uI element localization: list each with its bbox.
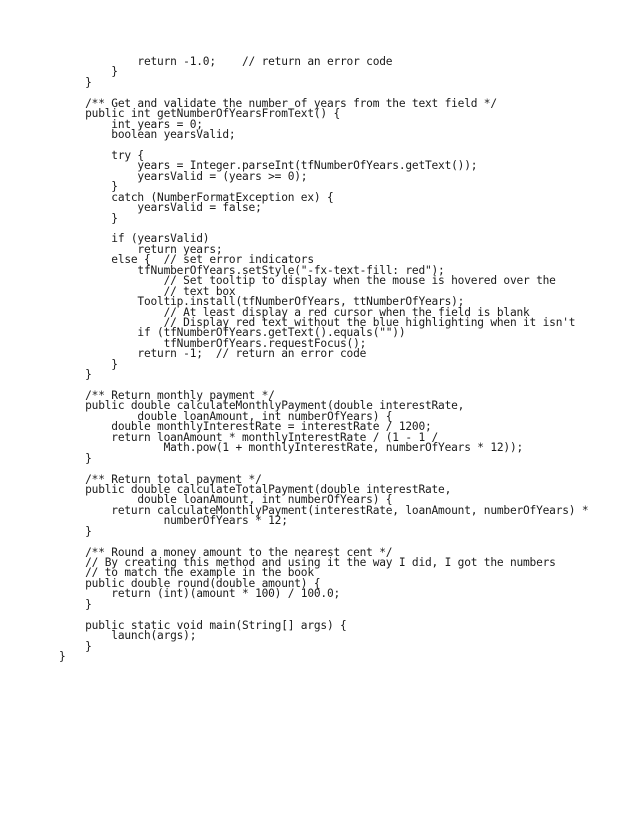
code-line: return -1.0; // return an error code	[59, 55, 393, 68]
code-line: // At least display a red cursor when the field is blank	[59, 305, 530, 319]
code-line: yearsValid = (years >= 0);	[59, 169, 308, 183]
code-line: int years = 0;	[59, 117, 203, 131]
code-line: // Set tooltip to display when the mouse is hovered over the	[59, 274, 556, 288]
code-line: // Display red text without the blue highlighting when it isn't	[59, 315, 576, 329]
code-line: Math.pow(1 + monthlyInterestRate, numberOfYears * 12));	[59, 441, 524, 455]
code-line: // text box	[59, 284, 236, 298]
code-line: years = Integer.parseInt(tfNumberOfYears.getText());	[59, 159, 478, 173]
code-line: }	[59, 451, 92, 465]
code-line: boolean yearsValid;	[59, 128, 236, 142]
code-line: }	[59, 597, 92, 611]
code-line: Tooltip.install(tfNumberOfYears, ttNumberOfYears);	[59, 295, 465, 309]
code-line: }	[59, 180, 118, 194]
code-line: // to match the example in the book	[59, 566, 314, 580]
code-line: return loanAmount * monthlyInterestRate / (1 - 1 /	[59, 430, 439, 444]
code-line: if (tfNumberOfYears.getText().equals(""))	[59, 326, 406, 340]
code-line: }	[59, 65, 118, 79]
code-line: }	[59, 357, 118, 371]
code-line: return years;	[59, 242, 223, 256]
code-line: numberOfYears * 12;	[59, 514, 288, 528]
code-line: tfNumberOfYears.setStyle("-fx-text-fill: red");	[59, 263, 445, 277]
code-line: /** Return total payment */	[59, 472, 262, 486]
code-listing	[59, 57, 588, 662]
code-line: else { // set error indicators	[59, 253, 314, 267]
code-line: public double round(double amount) {	[59, 576, 321, 590]
code-line: /** Round a money amount to the nearest cent */	[59, 545, 393, 559]
code-line: // By creating this method and using it the way I did, I got the numbers	[59, 556, 556, 569]
code-line: }	[59, 524, 92, 538]
code-line: double loanAmount, int numberOfYears) {	[59, 409, 393, 423]
code-line: /** Return monthly payment */	[59, 389, 275, 402]
code-line: public double calculateTotalPayment(double interestRate,	[59, 482, 452, 496]
code-line: return -1; // return an error code	[59, 347, 367, 361]
code-line: }	[59, 368, 92, 382]
code-line: double monthlyInterestRate = interestRate / 1200;	[59, 420, 432, 434]
code-line: catch (NumberFormatException ex) {	[59, 190, 334, 204]
code-line: }	[59, 75, 92, 89]
code-line: yearsValid = false;	[59, 201, 262, 215]
code-line: /** Get and validate the number of years from the text field */	[59, 96, 497, 110]
code-line: try {	[59, 148, 144, 162]
code-line: if (yearsValid)	[59, 232, 210, 246]
code-line: }	[59, 211, 118, 225]
code-line: double loanAmount, int numberOfYears) {	[59, 493, 393, 507]
code-line: return (int)(amount * 100) / 100.0;	[59, 587, 341, 601]
code-line: return calculateMonthlyPayment(interestRate, loanAmount, numberOfYears) *	[59, 503, 589, 517]
code-line: }	[59, 639, 92, 653]
code-line: tfNumberOfYears.requestFocus();	[59, 336, 367, 350]
code-line: public double calculateMonthlyPayment(double interestRate,	[59, 399, 465, 413]
code-line: launch(args);	[59, 629, 197, 643]
code-line: public static void main(String[] args) {	[59, 618, 347, 632]
code-line: }	[59, 649, 66, 663]
code-line: public int getNumberOfYearsFromText() {	[59, 107, 341, 121]
